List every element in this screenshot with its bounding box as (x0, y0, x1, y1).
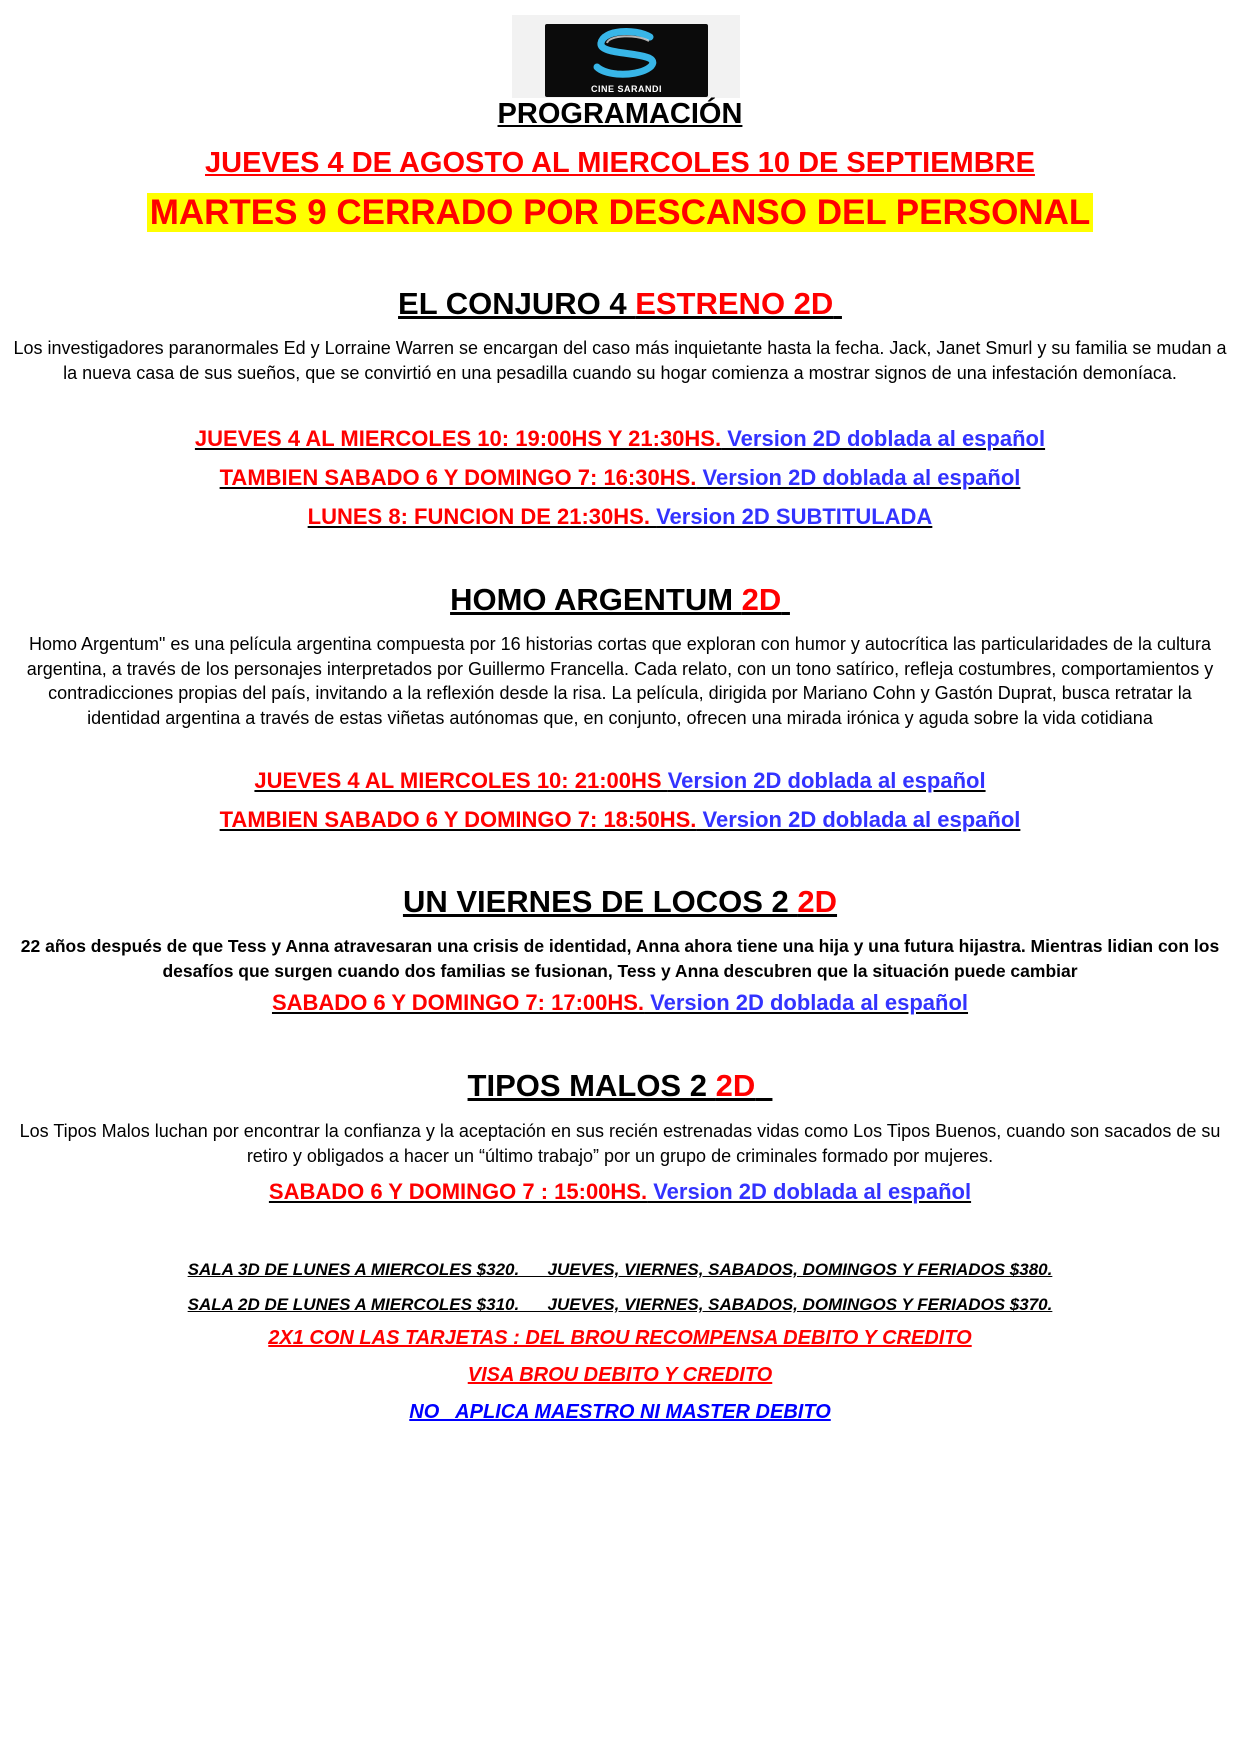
showtime-line: LUNES 8: FUNCION DE 21:30HS. Version 2D SUBTITULADA (307, 504, 933, 529)
cine-logo (512, 15, 740, 98)
promo-line: VISA BROU DEBITO Y CREDITO (467, 1364, 773, 1386)
movie-description: 22 años después de que Tess y Anna atravesaran una crisis de identidad, Anna ahora tiene una hija y una futura hijastra. Mientras lidian con los desafíos que surgen cuando dos familias se fusionan, Tess y Anna descubren que la situación puede cambiar (20, 936, 1220, 981)
movie-title: TIPOS MALOS 2 2D (467, 1068, 756, 1103)
movie-format-tag: 2D (741, 582, 782, 617)
promo-line: 2X1 CON LAS TARJETAS : DEL BROU RECOMPENSA DEBITO Y CREDITO (268, 1327, 972, 1349)
movie-title: UN VIERNES DE LOCOS 2 2D (402, 884, 838, 919)
movie-title: HOMO ARGENTUM 2D (450, 582, 782, 617)
showtime-line: TAMBIEN SABADO 6 Y DOMINGO 7: 16:30HS. Version 2D doblada al español (219, 465, 1021, 490)
logo-emblem (545, 24, 708, 97)
showtime-line: TAMBIEN SABADO 6 Y DOMINGO 7: 18:50HS. Version 2D doblada al español (219, 807, 1021, 832)
date-range: JUEVES 4 DE AGOSTO AL MIERCOLES 10 DE SEPTIEMBRE (205, 147, 1035, 179)
showtime-line: JUEVES 4 AL MIERCOLES 10: 19:00HS Y 21:30HS. Version 2D doblada al español (194, 426, 1046, 451)
movie-description: Los investigadores paranormales Ed y Lorraine Warren se encargan del caso más inquietante hasta la fecha. Jack, Janet Smurl y su familia se mudan a la nueva casa de sus sueños, que se convirtió en una pesadilla cuando su hogar comienza a mostrar signos de una infestación demoníaca. (13, 338, 1227, 383)
page-heading: PROGRAMACIÓN (497, 98, 743, 130)
promo-line: NO APLICA MAESTRO NI MASTER DEBITO (409, 1401, 831, 1423)
logo-s-icon (545, 24, 708, 84)
closed-notice: MARTES 9 CERRADO POR DESCANSO DEL PERSONAL (0, 193, 1240, 233)
price-line-3d: SALA 3D DE LUNES A MIERCOLES $320. JUEVES, VIERNES, SABADOS, DOMINGOS Y FERIADOS $380. (187, 1260, 1053, 1279)
price-line-2d: SALA 2D DE LUNES A MIERCOLES $310. JUEVES, VIERNES, SABADOS, DOMINGOS Y FERIADOS $370. (187, 1295, 1053, 1314)
movie-format-tag: 2D (715, 1068, 756, 1103)
movie-format-tag: 2D (797, 884, 838, 919)
movie-title: EL CONJURO 4 ESTRENO 2D (398, 286, 834, 321)
logo-text: CINE SARANDI (590, 84, 662, 94)
showtime-line: SABADO 6 Y DOMINGO 7 : 15:00HS. Version 2D doblada al español (268, 1179, 972, 1204)
movie-description: Los Tipos Malos luchan por encontrar la confianza y la aceptación en sus recién estrenadas vidas como Los Tipos Buenos, cuando son sacados de su retiro y obligados a hacer un “último trabajo” por un grupo de criminales formado por mujeres. (19, 1121, 1221, 1166)
movie-description: Homo Argentum" es una película argentina compuesta por 16 historias cortas que exploran con humor y autocrítica las particularidades de la cultura argentina, a través de los personajes interpretados por Guillermo Francella. Cada relato, con un tono satírico, refleja costumbres, comportamientos y contradicciones propias del país, invitando a la reflexión desde la risa. La película, dirigida por Mariano Cohn y Gastón Duprat, busca retratar la identidad argentina a través de estas viñetas autónomas que, en conjunto, ofrecen una mirada irónica y aguda sobre la vida cotidiana (26, 634, 1214, 728)
showtime-line: SABADO 6 Y DOMINGO 7: 17:00HS. Version 2D doblada al español (271, 990, 969, 1015)
movie-format-tag: ESTRENO 2D (635, 286, 834, 321)
showtime-line: JUEVES 4 AL MIERCOLES 10: 21:00HS Version 2D doblada al español (254, 768, 986, 793)
